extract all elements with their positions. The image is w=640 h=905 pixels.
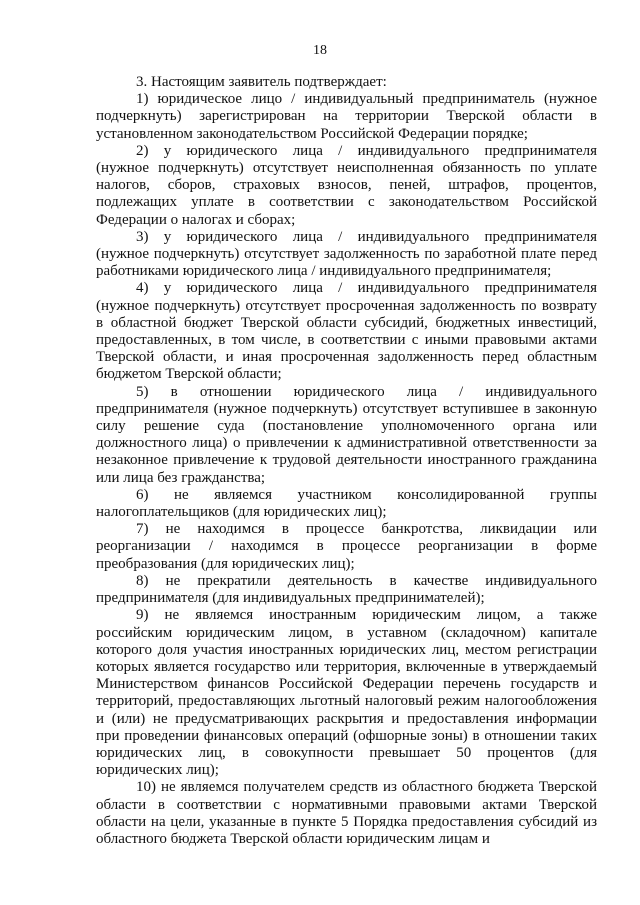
list-item xyxy=(96,607,597,779)
text-line: (нужное подчеркнуть) отсутствует задолженность по заработной плате перед xyxy=(96,246,597,263)
text-line: 7) не находимся в процессе банкротства, ликвидации или xyxy=(136,521,597,538)
text-line: юридических лиц, в совокупности превышает 50 процентов (для xyxy=(96,744,597,761)
text-line: при проведении финансовых операций (офшорные зоны) в отношении таких xyxy=(96,727,597,744)
text-line: (нужное подчеркнуть) отсутствует неисполненная обязанность по уплате xyxy=(96,160,597,177)
text-line: работниками юридического лица / индивидуального предпринимателя; xyxy=(96,263,552,280)
text-line: (нужное подчеркнуть) отсутствует просроченная задолженность по возврату xyxy=(96,297,597,314)
text-line: Министерством финансов Российской Федерации перечень государств и xyxy=(96,676,597,693)
text-line: налогоплательщиков (для юридических лиц); xyxy=(96,504,387,521)
text-line: территорий, предоставляющих льготный налоговый режим налогообложения xyxy=(96,693,597,710)
text-line: реорганизации / находимся в процессе реорганизации в форме xyxy=(96,538,597,555)
text-line: подлежащих уплате в соответствии с законодательством Российской xyxy=(96,194,597,211)
text-line: должностного лица) о привлечении к административной ответственности за xyxy=(96,435,597,452)
text-line: юридических лиц); xyxy=(96,762,219,779)
text-line: предпринимателя (нужное подчеркнуть) отсутствует вступившее в законную xyxy=(96,400,597,417)
text-line: налогов, сборов, страховых взносов, пеней, штрафов, процентов, xyxy=(96,177,597,194)
text-line: бюджетом Тверской области; xyxy=(96,366,282,383)
text-line: 5) в отношении юридического лица / индивидуального xyxy=(136,383,597,400)
list-item xyxy=(96,573,597,607)
text-line: установленном законодательством Российской Федерации порядке; xyxy=(96,125,528,142)
text-line: и (или) не предусматривающих раскрытия и предоставления информации xyxy=(96,710,597,727)
list-item xyxy=(96,779,597,848)
list-item xyxy=(96,91,597,143)
list-item xyxy=(96,143,597,229)
text-line: области на цели, указанные в пункте 5 Порядка предоставления субсидий из xyxy=(96,813,597,830)
text-line: области в соответствии с нормативными правовыми актами Тверской xyxy=(96,796,597,813)
page-number: 18 xyxy=(313,43,327,58)
text-line: Тверской области, и иная просроченная задолженность перед областным xyxy=(96,349,597,366)
text-line: 8) не прекратили деятельность в качестве индивидуального xyxy=(136,572,597,589)
text-line: предпринимателя (для индивидуальных предпринимателей); xyxy=(96,590,485,607)
text-line: предоставленных, в том числе, в соответствии с иными правовыми актами xyxy=(96,332,597,349)
text-line: 2) у юридического лица / индивидуального предпринимателя xyxy=(136,142,597,159)
text-line: незаконное привлечение к трудовой деятельности иностранного гражданина xyxy=(96,452,597,469)
list-item xyxy=(96,384,597,487)
text-line: российским юридическим лицом, в уставном (складочном) капитале xyxy=(96,624,597,641)
text-line: в областной бюджет Тверской области субсидий, бюджетных инвестиций, xyxy=(96,314,597,331)
text-line: 4) у юридического лица / индивидуального предпринимателя xyxy=(136,280,597,297)
text-line: 9) не являемся иностранным юридическим лицом, а также xyxy=(136,607,597,624)
list-item xyxy=(96,229,597,281)
text-line: 1) юридическое лицо / индивидуальный предприниматель (нужное xyxy=(136,91,597,108)
text-line: или лица без гражданства; xyxy=(96,469,266,486)
list-item xyxy=(96,487,597,521)
text-line: которого доля участия иностранных юридических лиц, местом регистрации xyxy=(96,641,597,658)
text-line: 3) у юридического лица / индивидуального предпринимателя xyxy=(136,228,597,245)
text-line: областного бюджета Тверской области юридическим лицам и xyxy=(96,830,490,847)
intro-paragraph: 3. Настоящим заявитель подтверждает: xyxy=(136,74,387,90)
list-item xyxy=(96,280,597,383)
text-line: подчеркнуть) зарегистрирован на территории Тверской области в xyxy=(96,108,597,125)
text-line: силу решение суда (постановление уполномоченного органа или xyxy=(96,418,597,435)
text-line: 10) не являемся получателем средств из областного бюджета Тверской xyxy=(136,779,597,796)
text-line: 6) не являемся участником консолидированной группы xyxy=(136,486,597,503)
text-line: Федерации о налогах и сборах; xyxy=(96,211,296,228)
document-body xyxy=(96,74,597,848)
text-line: преобразования (для юридических лиц); xyxy=(96,555,355,572)
text-line: которых является государство или территория, включенные в утверждаемый xyxy=(96,658,597,675)
list-item xyxy=(96,521,597,573)
